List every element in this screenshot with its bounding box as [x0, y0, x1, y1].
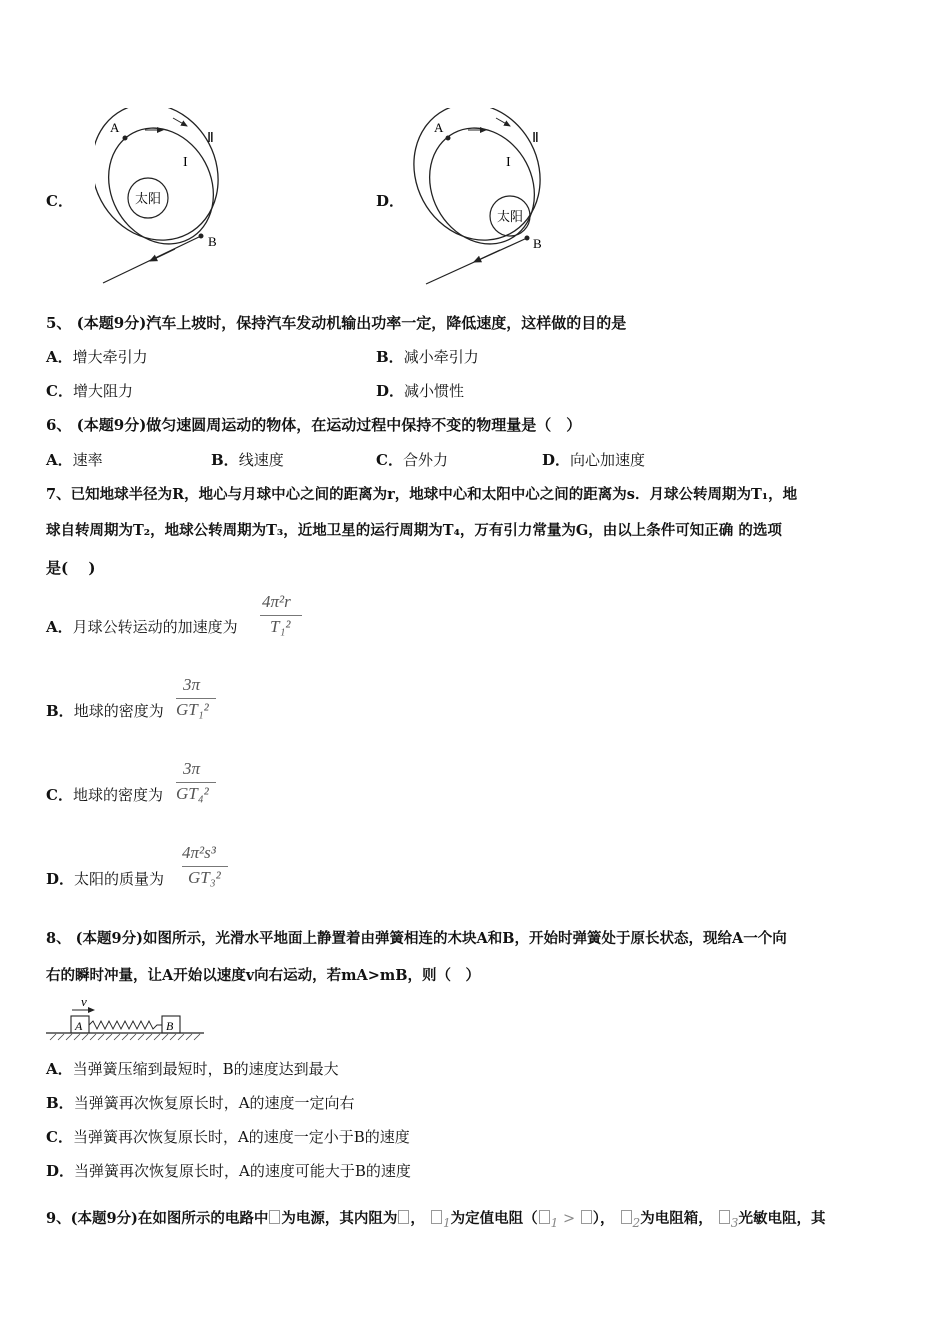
q7-option-d: D．太阳的质量为 [46, 870, 165, 888]
r1-symbol-placeholder [431, 1210, 442, 1224]
orbit-2-label: Ⅱ [532, 131, 539, 146]
q4-option-d-figure [412, 108, 547, 288]
q5-option-a: A．增大牵引力 [46, 348, 148, 366]
escape-arrow [150, 249, 175, 261]
orbit-2-label: Ⅱ [207, 131, 214, 146]
q4-option-c-figure [95, 108, 230, 288]
fraction-bar [176, 782, 216, 783]
q9-stem: 9、(本题9分)在如图所示的电路中 为电源，其内阻为 ， $_1$为定值电阻（ $_1$ > ）， $_2$为电阻箱， $_3$光敏电阻，其 [46, 1210, 826, 1230]
numerator: 3π [183, 759, 201, 778]
fraction-bar [182, 866, 228, 867]
q6-option-a: A．速率 [46, 451, 103, 469]
point-a-label: A [110, 120, 120, 135]
q7-option-b: B．地球的密度为 [46, 702, 164, 720]
escape-arrow [474, 250, 500, 262]
q4-option-c-label: C． [46, 192, 73, 210]
q7-stem-line3: 是( ) [46, 559, 96, 577]
q7-stem-line1: 7、已知地球半径为R，地心与月球中心之间的距离为r，地球中心和太阳中心之间的距离为s．月球公转周期为T₁，地 [46, 486, 798, 503]
r-compare-placeholder [581, 1210, 592, 1224]
spring [89, 1021, 162, 1029]
q8-stem-line2: 右的瞬时冲量，让A开始以速度v向右运动，若mA>mB，则（ ） [46, 967, 481, 984]
block-b-label: B [166, 1019, 174, 1033]
orbit-ii-arrow [173, 118, 187, 126]
point-a-label: A [434, 120, 444, 135]
q5-option-d: D．减小惯性 [376, 382, 465, 400]
denominator: GT₄² [176, 784, 209, 803]
velocity-label: v [81, 994, 87, 1009]
orbit-ii-arrow [496, 118, 510, 126]
q7-option-b-formula [176, 675, 222, 725]
q7-option-a: A．月球公转运动的加速度为 [46, 618, 238, 636]
q6-stem: 6、 (本题9分)做匀速圆周运动的物体，在运动过程中保持不变的物理量是（ ） [46, 416, 582, 434]
q4-option-d-label: D． [376, 192, 405, 210]
point-b-label: B [533, 236, 542, 251]
q8-stem-line1: 8、 (本题9分)如图所示，光滑水平地面上静置着由弹簧相连的木块A和B，开始时弹簧处于原长状态，现给A一个向 [46, 930, 787, 947]
denominator: GT₁² [176, 700, 209, 719]
fraction-bar [176, 698, 216, 699]
q7-option-a-formula [260, 592, 306, 642]
q8-option-d: D．当弹簧再次恢复原长时，A的速度可能大于B的速度 [46, 1162, 411, 1180]
block-a-label: A [75, 1019, 83, 1033]
q5-option-c: C．增大阻力 [46, 382, 133, 400]
q5-option-b: B．减小牵引力 [376, 348, 479, 366]
q5-stem: 5、 (本题9分)汽车上坡时，保持汽车发动机输出功率一定，降低速度，这样做的目的是 [46, 314, 627, 332]
q8-option-a: A．当弹簧压缩到最短时，B的速度达到最大 [46, 1060, 339, 1078]
orbit-1-label: I [506, 155, 511, 170]
q8-option-b: B．当弹簧再次恢复原长时，A的速度一定向右 [46, 1094, 355, 1112]
q8-spring-figure [46, 994, 206, 1046]
q8-option-c: C．当弹簧再次恢复原长时，A的速度一定小于B的速度 [46, 1128, 410, 1146]
numerator: 4π²s³ [182, 843, 216, 862]
q6-option-d: D．向心加速度 [542, 451, 646, 469]
r2-symbol-placeholder [621, 1210, 632, 1224]
sun-label: 太阳 [135, 191, 162, 206]
r3-symbol-placeholder [719, 1210, 730, 1224]
denominator: GT₃² [188, 868, 221, 887]
ground-hatching [50, 1034, 200, 1040]
internal-resistance-placeholder [398, 1210, 409, 1224]
point-a-dot [123, 136, 128, 141]
q7-stem-line2: 球自转周期为T₂，地球公转周期为T₃，近地卫星的运行周期为T₄，万有引力常量为G，由以上条件可知正确 的选项 [46, 522, 782, 539]
point-b-label: B [208, 234, 217, 249]
numerator: 4π²r [262, 592, 291, 611]
r1-compare-placeholder [539, 1210, 550, 1224]
q7-option-c-formula [176, 759, 222, 809]
denominator: T₁² [270, 617, 291, 636]
q6-option-b: B．线速度 [211, 451, 284, 469]
emf-symbol-placeholder [269, 1210, 280, 1224]
sun-label: 太阳 [497, 209, 524, 224]
q7-option-d-formula [182, 843, 232, 893]
point-a-dot [446, 136, 451, 141]
fraction-bar [260, 615, 302, 616]
q7-option-c: C．地球的密度为 [46, 786, 163, 804]
q6-option-c: C．合外力 [376, 451, 448, 469]
numerator: 3π [183, 675, 201, 694]
orbit-1-label: I [183, 155, 188, 170]
